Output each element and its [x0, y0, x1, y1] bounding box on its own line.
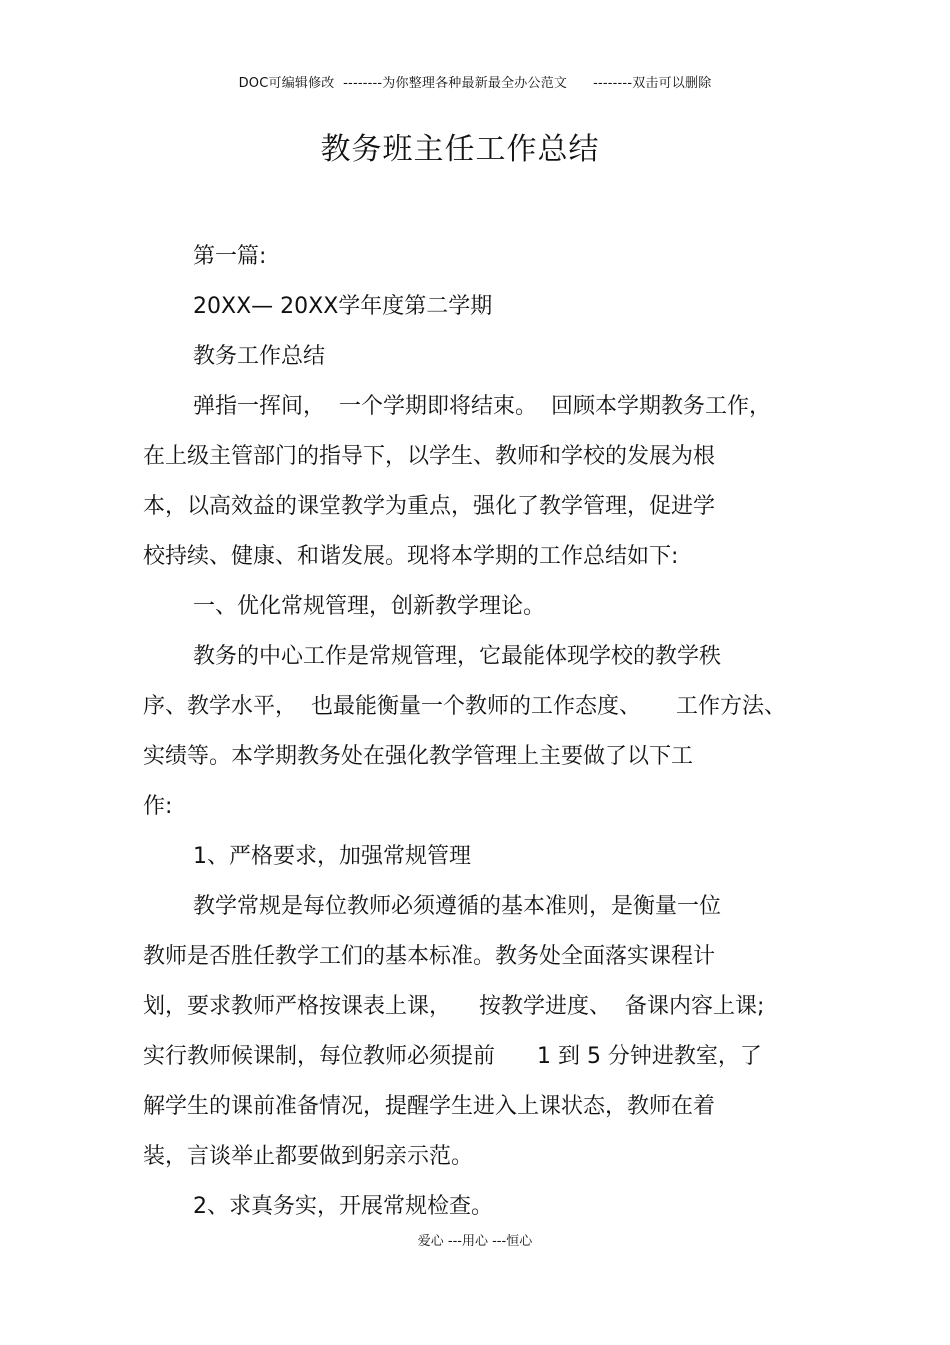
body-line: 教师是否胜任教学工们的基本标准。教务处全面落实课程计 — [143, 944, 716, 969]
body-line: 校持续、健康、和谐发展。现将本学期的工作总结如下: — [143, 544, 679, 569]
page-footer: 爱心 ---用心 ---恒心 — [417, 1234, 533, 1249]
body-line: 装，言谈举止都要做到躬亲示范。 — [143, 1144, 474, 1169]
subsection-heading: 2、求真务实，开展常规检查。 — [193, 1194, 493, 1219]
body-line: 教务的中心工作是常规管理，它最能体现学校的教学秩 — [193, 644, 722, 669]
body-line: 解学生的课前准备情况，提醒学生进入上课状态，教师在着 — [143, 1094, 716, 1119]
body-line: 实行教师候课制，每位教师必须提前 1 到 5 分钟进教室，了 — [143, 1044, 762, 1069]
section-heading: 一、优化常规管理，创新教学理论。 — [193, 594, 546, 619]
document-title: 教务班主任工作总结 — [320, 132, 600, 167]
body-line: 划，要求教师严格按课表上课， 按教学进度、 备课内容上课; — [143, 994, 765, 1019]
body-line: 实绩等。本学期教务处在强化教学管理上主要做了以下工 — [143, 744, 694, 769]
body-line: 序、教学水平， 也最能衡量一个教师的工作态度、 工作方法、 — [143, 694, 786, 719]
body-line: 本，以高效益的课堂教学为重点，强化了教学管理，促进学 — [143, 494, 716, 519]
body-line: 教学常规是每位教师必须遵循的基本准则，是衡量一位 — [193, 894, 722, 919]
body-line: 教务工作总结 — [193, 344, 326, 369]
body-line: 在上级主管部门的指导下，以学生、教师和学校的发展为根 — [143, 444, 716, 469]
body-line: 作: — [143, 794, 173, 819]
subsection-heading: 1、严格要求，加强常规管理 — [193, 844, 471, 869]
body-line: 20XX— 20XX学年度第二学期 — [193, 294, 493, 319]
body-line: 弹指一挥间， 一个学期即将结束。 回顾本学期教务工作， — [193, 394, 771, 419]
body-line: 第一篇: — [193, 244, 267, 269]
page-header: DOC可编辑修改 --------为你整理各种最新最全办公范文 --------双击可以删除 — [238, 76, 712, 91]
